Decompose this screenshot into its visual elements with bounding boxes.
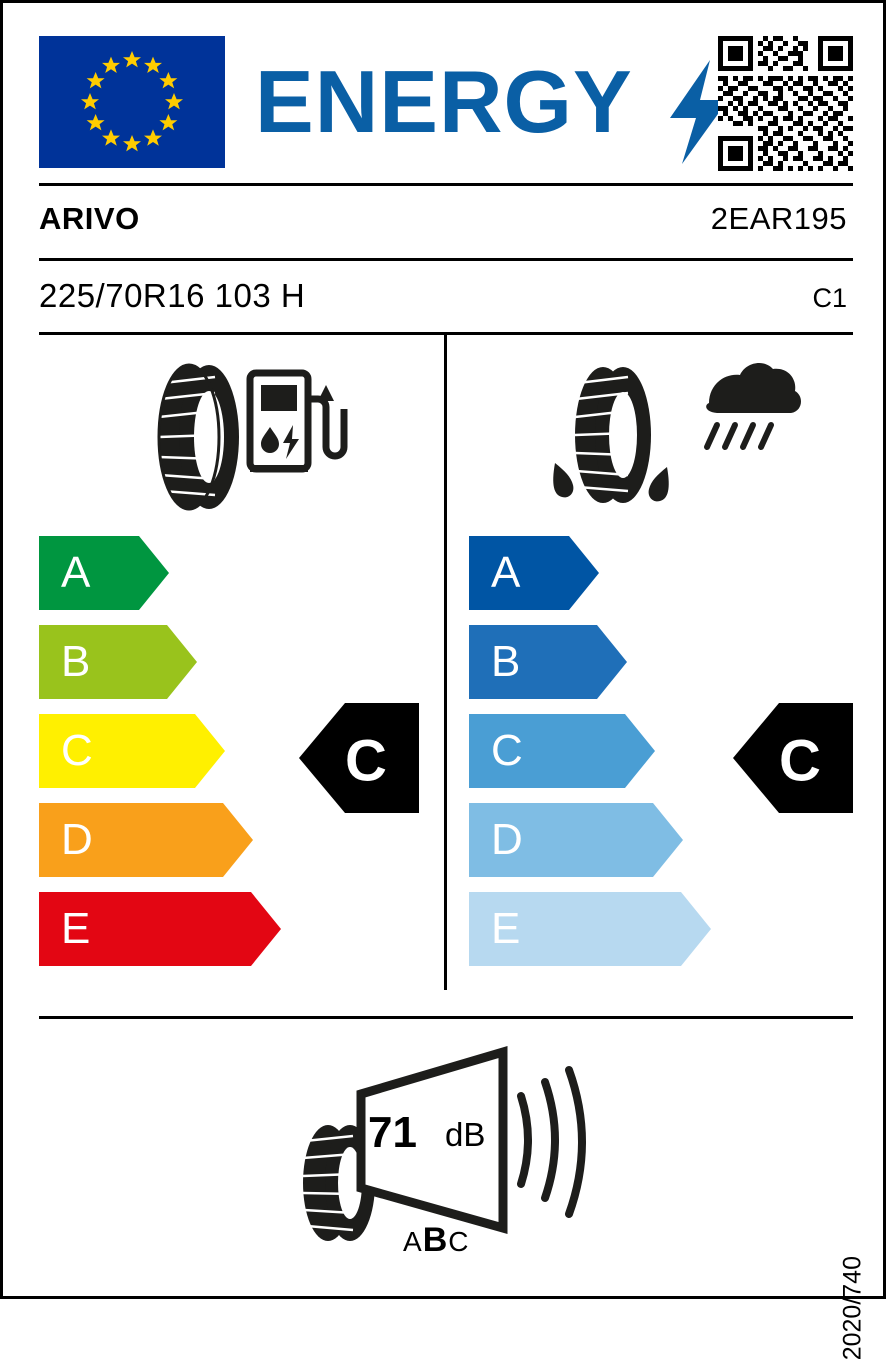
grade-letter: D — [61, 815, 93, 864]
divider-brand — [39, 258, 853, 261]
noise-unit: dB — [445, 1116, 486, 1153]
noise-pictogram — [273, 1038, 613, 1268]
grade-letter: B — [61, 637, 91, 686]
grade-letter: E — [491, 904, 521, 953]
tyre-icon — [159, 365, 239, 509]
grade-bar — [469, 536, 599, 610]
noise-value: 71 — [368, 1108, 417, 1157]
grade-letter: C — [491, 726, 523, 775]
grade-row — [39, 625, 419, 699]
rain-cloud-icon — [706, 363, 801, 447]
grade-row — [469, 536, 849, 610]
grade-letter: E — [61, 904, 91, 953]
wet-grip-pictogram — [531, 355, 791, 525]
wet-grip-selected-marker — [733, 703, 853, 818]
grade-bar — [39, 536, 169, 610]
grade-row — [39, 892, 419, 966]
tyre-icon — [575, 367, 651, 503]
fuel-pump-icon — [250, 373, 344, 472]
noise-class-a: A — [403, 1226, 423, 1257]
wet-grip-selected-letter: C — [779, 728, 821, 793]
grade-letter: C — [61, 726, 93, 775]
fuel-efficiency-selected-marker — [299, 703, 419, 818]
grade-letter: A — [491, 548, 521, 597]
tyre-size: 225/70R16 103 H — [39, 277, 306, 314]
qr-code-icon — [718, 36, 853, 171]
type-code: 2EAR195 — [710, 201, 847, 236]
grade-letter: B — [491, 637, 521, 686]
grade-row — [469, 892, 849, 966]
noise-class-b: B — [422, 1221, 449, 1259]
regulation-year-code: 2020/740 — [838, 1256, 866, 1360]
tyre-class: C1 — [812, 283, 847, 313]
noise-class-c: C — [448, 1226, 470, 1257]
grade-letter: A — [61, 548, 91, 597]
eu-flag-icon — [39, 36, 225, 168]
noise-class-scale — [403, 1221, 469, 1260]
page-title: ENERGY — [255, 52, 633, 151]
divider-header — [39, 183, 853, 186]
fuel-efficiency-pictogram — [127, 355, 337, 525]
fuel-efficiency-selected-letter: C — [345, 728, 387, 793]
grade-letter: D — [491, 815, 523, 864]
grade-row — [469, 625, 849, 699]
grade-row — [39, 536, 419, 610]
brand-name: ARIVO — [39, 201, 140, 236]
divider-vertical — [444, 332, 447, 990]
divider-noise — [39, 1016, 853, 1019]
label-header — [39, 36, 853, 168]
